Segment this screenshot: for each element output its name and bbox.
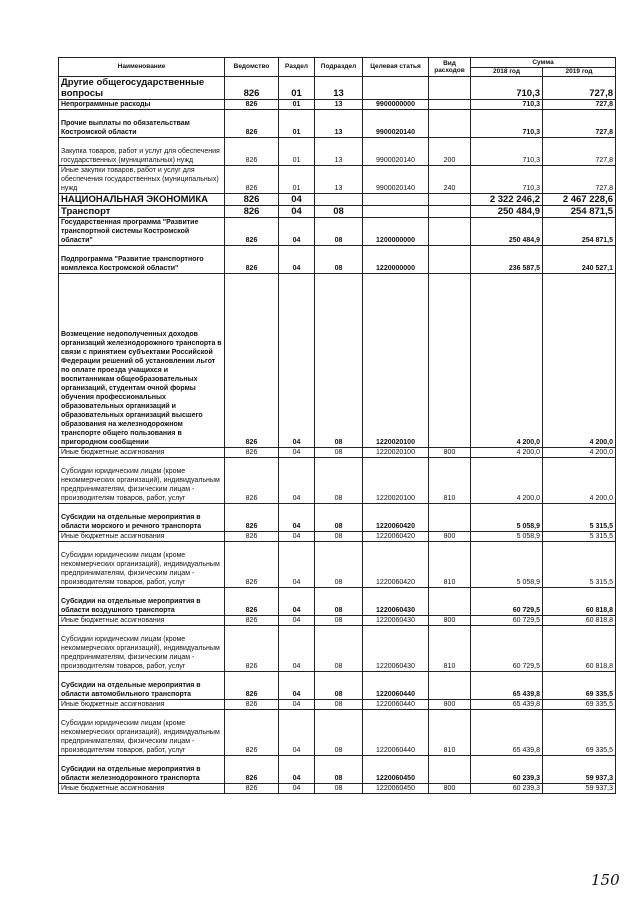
cell-name: Закупка товаров, работ и услуг для обеспечения государственных (муниципальных) нужд (59, 138, 225, 166)
cell-subsection: 08 (315, 504, 363, 532)
cell-name: Прочие выплаты по обязательствам Костромской области (59, 110, 225, 138)
cell-subsection: 08 (315, 710, 363, 756)
table-row (59, 784, 616, 794)
cell-sum-2018: 5 058,9 (471, 504, 543, 532)
cell-expense-type (429, 206, 471, 218)
cell-expense-type (429, 274, 471, 448)
cell-name: Субсидии на отдельные мероприятия в области морского и речного транспорта (59, 504, 225, 532)
cell-sum-2018: 5 058,9 (471, 542, 543, 588)
cell-sum-2018: 250 484,9 (471, 218, 543, 246)
cell-department: 826 (225, 110, 279, 138)
cell-sum-2018: 60 729,5 (471, 616, 543, 626)
cell-subsection: 08 (315, 532, 363, 542)
cell-section: 04 (279, 218, 315, 246)
cell-sum-2019: 69 335,5 (543, 710, 616, 756)
cell-target-article: 1220060420 (363, 542, 429, 588)
cell-section: 04 (279, 194, 315, 206)
cell-sum-2019: 59 937,3 (543, 756, 616, 784)
cell-section: 01 (279, 77, 315, 100)
cell-expense-type (429, 110, 471, 138)
cell-target-article: 1220060430 (363, 626, 429, 672)
cell-expense-type (429, 756, 471, 784)
cell-target-article (363, 206, 429, 218)
cell-sum-2018: 65 439,8 (471, 710, 543, 756)
cell-section: 04 (279, 700, 315, 710)
header-year-2019: 2019 год (543, 68, 616, 77)
cell-department: 826 (225, 626, 279, 672)
cell-subsection: 13 (315, 77, 363, 100)
cell-name: Субсидии юридическим лицам (кроме некоммерческих организаций), индивидуальным предпринимателям, физическим лицам - производителям товаров, работ, услуг (59, 542, 225, 588)
cell-target-article: 1220060430 (363, 588, 429, 616)
budget-table (58, 57, 616, 794)
cell-department: 826 (225, 542, 279, 588)
cell-target-article: 9900000000 (363, 100, 429, 110)
header-department: Ведомство (225, 58, 279, 77)
table-row (59, 218, 616, 246)
cell-subsection: 08 (315, 626, 363, 672)
table-row (59, 756, 616, 784)
cell-target-article: 1220000000 (363, 246, 429, 274)
cell-sum-2019: 254 871,5 (543, 218, 616, 246)
cell-subsection: 08 (315, 458, 363, 504)
table-row (59, 672, 616, 700)
cell-expense-type: 800 (429, 700, 471, 710)
cell-section: 04 (279, 532, 315, 542)
cell-name: Подпрограмма "Развитие транспортного комплекса Костромской области" (59, 246, 225, 274)
table-row (59, 710, 616, 756)
cell-sum-2019: 4 200,0 (543, 274, 616, 448)
cell-target-article: 9900020140 (363, 166, 429, 194)
cell-department: 826 (225, 700, 279, 710)
cell-subsection: 08 (315, 218, 363, 246)
cell-section: 04 (279, 458, 315, 504)
cell-sum-2019: 2 467 228,6 (543, 194, 616, 206)
cell-sum-2019: 59 937,3 (543, 784, 616, 794)
cell-sum-2018: 710,3 (471, 138, 543, 166)
cell-name: Иные бюджетные ассигнования (59, 700, 225, 710)
cell-sum-2019: 727,8 (543, 166, 616, 194)
cell-section: 04 (279, 626, 315, 672)
table-row (59, 77, 616, 100)
cell-sum-2018: 60 239,3 (471, 756, 543, 784)
cell-target-article: 1220060440 (363, 700, 429, 710)
cell-section: 04 (279, 274, 315, 448)
cell-department: 826 (225, 246, 279, 274)
table-row (59, 448, 616, 458)
cell-sum-2019: 727,8 (543, 77, 616, 100)
cell-subsection (315, 194, 363, 206)
table-row (59, 166, 616, 194)
table-row (59, 246, 616, 274)
cell-subsection: 13 (315, 110, 363, 138)
cell-sum-2018: 4 200,0 (471, 458, 543, 504)
cell-target-article: 1220060450 (363, 784, 429, 794)
cell-section: 01 (279, 166, 315, 194)
cell-name: Иные бюджетные ассигнования (59, 616, 225, 626)
cell-subsection: 08 (315, 756, 363, 784)
cell-name: Субсидии на отдельные мероприятия в области воздушного транспорта (59, 588, 225, 616)
cell-expense-type (429, 588, 471, 616)
cell-target-article (363, 77, 429, 100)
cell-expense-type (429, 77, 471, 100)
cell-expense-type: 800 (429, 784, 471, 794)
cell-department: 826 (225, 784, 279, 794)
cell-name: Иные закупки товаров, работ и услуг для обеспечения государственных (муниципальных) нужд (59, 166, 225, 194)
cell-sum-2018: 4 200,0 (471, 274, 543, 448)
cell-name: Возмещение недополученных доходов организаций железнодорожного транспорта в связи с принятием субъектами Российской Федерации решений об установлении льгот по оплате проезда учащихся и воспитанникам общеобразовательных организаций, студентам очной формы обучения профессиональных образовательных организаций и образовательных организаций высшего образования на железнодорожном транспорте общего пользования в пригородном сообщении (59, 274, 225, 448)
cell-name: Государственная программа "Развитие транспортной системы Костромской области" (59, 218, 225, 246)
cell-name: Иные бюджетные ассигнования (59, 784, 225, 794)
table-row (59, 626, 616, 672)
cell-section: 04 (279, 542, 315, 588)
cell-subsection: 13 (315, 100, 363, 110)
cell-sum-2018: 65 439,8 (471, 700, 543, 710)
header-name: Наименование (59, 58, 225, 77)
table-row (59, 458, 616, 504)
cell-section: 01 (279, 138, 315, 166)
cell-target-article: 1220060450 (363, 756, 429, 784)
table-row (59, 274, 616, 448)
cell-department: 826 (225, 458, 279, 504)
cell-section: 04 (279, 246, 315, 274)
cell-expense-type (429, 218, 471, 246)
cell-subsection: 08 (315, 784, 363, 794)
cell-department: 826 (225, 206, 279, 218)
cell-name: Субсидии юридическим лицам (кроме некоммерческих организаций), индивидуальным предпринимателям, физическим лицам - производителям товаров, работ, услуг (59, 710, 225, 756)
table-body (59, 77, 616, 794)
cell-sum-2019: 60 818,8 (543, 616, 616, 626)
cell-department: 826 (225, 710, 279, 756)
cell-section: 01 (279, 110, 315, 138)
cell-sum-2018: 710,3 (471, 166, 543, 194)
cell-sum-2018: 65 439,8 (471, 672, 543, 700)
cell-sum-2019: 69 335,5 (543, 700, 616, 710)
cell-section: 04 (279, 756, 315, 784)
cell-section: 04 (279, 672, 315, 700)
cell-department: 826 (225, 616, 279, 626)
cell-sum-2019: 69 335,5 (543, 672, 616, 700)
cell-name: Субсидии юридическим лицам (кроме некоммерческих организаций), индивидуальным предпринимателям, физическим лицам - производителям товаров, работ, услуг (59, 626, 225, 672)
page-number: 150 (591, 871, 620, 889)
table-row (59, 588, 616, 616)
cell-sum-2019: 254 871,5 (543, 206, 616, 218)
cell-sum-2019: 5 315,5 (543, 532, 616, 542)
cell-department: 826 (225, 672, 279, 700)
cell-sum-2019: 727,8 (543, 110, 616, 138)
cell-subsection: 08 (315, 672, 363, 700)
cell-sum-2019: 60 818,8 (543, 626, 616, 672)
cell-name: Субсидии на отдельные мероприятия в области железнодорожного транспорта (59, 756, 225, 784)
cell-subsection: 08 (315, 448, 363, 458)
cell-expense-type (429, 246, 471, 274)
cell-sum-2019: 727,8 (543, 100, 616, 110)
cell-expense-type: 800 (429, 616, 471, 626)
cell-name: Субсидии на отдельные мероприятия в области автомобильного транспорта (59, 672, 225, 700)
cell-expense-type (429, 100, 471, 110)
cell-name: НАЦИОНАЛЬНАЯ ЭКОНОМИКА (59, 194, 225, 206)
cell-expense-type: 810 (429, 626, 471, 672)
cell-target-article: 1220060440 (363, 710, 429, 756)
cell-section: 04 (279, 206, 315, 218)
cell-sum-2018: 236 587,5 (471, 246, 543, 274)
cell-sum-2019: 60 818,8 (543, 588, 616, 616)
table-row (59, 194, 616, 206)
cell-subsection: 08 (315, 206, 363, 218)
cell-section: 04 (279, 588, 315, 616)
cell-section: 04 (279, 710, 315, 756)
cell-sum-2018: 710,3 (471, 110, 543, 138)
cell-department: 826 (225, 532, 279, 542)
cell-section: 04 (279, 616, 315, 626)
header-expense-type: Вид расходов (429, 58, 471, 77)
table-row (59, 532, 616, 542)
cell-target-article: 1220060420 (363, 532, 429, 542)
header-section: Раздел (279, 58, 315, 77)
header-sum: Сумма (471, 58, 616, 68)
cell-expense-type: 810 (429, 458, 471, 504)
table-row (59, 616, 616, 626)
cell-sum-2018: 250 484,9 (471, 206, 543, 218)
cell-sum-2019: 4 200,0 (543, 458, 616, 504)
cell-department: 826 (225, 166, 279, 194)
table-row (59, 100, 616, 110)
cell-name: Иные бюджетные ассигнования (59, 532, 225, 542)
cell-section: 04 (279, 784, 315, 794)
cell-sum-2019: 240 527,1 (543, 246, 616, 274)
cell-target-article: 9900020140 (363, 110, 429, 138)
cell-expense-type (429, 194, 471, 206)
cell-expense-type: 200 (429, 138, 471, 166)
cell-sum-2018: 60 239,3 (471, 784, 543, 794)
table-row (59, 110, 616, 138)
cell-name: Другие общегосударственные вопросы (59, 77, 225, 100)
cell-subsection: 08 (315, 246, 363, 274)
cell-section: 04 (279, 504, 315, 532)
cell-target-article: 9900020140 (363, 138, 429, 166)
cell-department: 826 (225, 588, 279, 616)
table-row (59, 206, 616, 218)
cell-sum-2018: 5 058,9 (471, 532, 543, 542)
cell-expense-type: 800 (429, 448, 471, 458)
cell-sum-2019: 5 315,5 (543, 504, 616, 532)
cell-department: 826 (225, 756, 279, 784)
cell-expense-type (429, 504, 471, 532)
cell-expense-type (429, 672, 471, 700)
cell-sum-2019: 4 200,0 (543, 448, 616, 458)
cell-sum-2019: 727,8 (543, 138, 616, 166)
cell-department: 826 (225, 100, 279, 110)
cell-target-article: 1220020100 (363, 448, 429, 458)
cell-department: 826 (225, 194, 279, 206)
cell-subsection: 13 (315, 138, 363, 166)
cell-target-article: 1200000000 (363, 218, 429, 246)
cell-sum-2018: 710,3 (471, 100, 543, 110)
table-row (59, 542, 616, 588)
cell-department: 826 (225, 274, 279, 448)
cell-target-article: 1220060440 (363, 672, 429, 700)
header-target-article: Целевая статья (363, 58, 429, 77)
cell-sum-2018: 2 322 246,2 (471, 194, 543, 206)
cell-subsection: 08 (315, 700, 363, 710)
cell-expense-type: 800 (429, 532, 471, 542)
cell-department: 826 (225, 504, 279, 532)
cell-expense-type: 810 (429, 542, 471, 588)
cell-expense-type: 810 (429, 710, 471, 756)
cell-target-article: 1220020100 (363, 458, 429, 504)
header-subsection: Подраздел (315, 58, 363, 77)
cell-name: Транспорт (59, 206, 225, 218)
cell-sum-2018: 4 200,0 (471, 448, 543, 458)
cell-target-article: 1220060430 (363, 616, 429, 626)
budget-table-sheet (58, 57, 615, 794)
cell-name: Субсидии юридическим лицам (кроме некоммерческих организаций), индивидуальным предпринимателям, физическим лицам - производителям товаров, работ, услуг (59, 458, 225, 504)
cell-subsection: 13 (315, 166, 363, 194)
cell-sum-2018: 710,3 (471, 77, 543, 100)
cell-sum-2019: 5 315,5 (543, 542, 616, 588)
cell-department: 826 (225, 138, 279, 166)
cell-expense-type: 240 (429, 166, 471, 194)
cell-target-article: 1220020100 (363, 274, 429, 448)
header-year-2018: 2018 год (471, 68, 543, 77)
cell-department: 826 (225, 77, 279, 100)
cell-department: 826 (225, 448, 279, 458)
cell-name: Иные бюджетные ассигнования (59, 448, 225, 458)
cell-sum-2018: 60 729,5 (471, 588, 543, 616)
cell-subsection: 08 (315, 274, 363, 448)
cell-department: 826 (225, 218, 279, 246)
table-row (59, 700, 616, 710)
cell-target-article: 1220060420 (363, 504, 429, 532)
cell-name: Непрограммные расходы (59, 100, 225, 110)
cell-section: 01 (279, 100, 315, 110)
cell-subsection: 08 (315, 616, 363, 626)
cell-sum-2018: 60 729,5 (471, 626, 543, 672)
cell-subsection: 08 (315, 588, 363, 616)
cell-subsection: 08 (315, 542, 363, 588)
cell-section: 04 (279, 448, 315, 458)
table-row (59, 138, 616, 166)
cell-target-article (363, 194, 429, 206)
table-row (59, 504, 616, 532)
